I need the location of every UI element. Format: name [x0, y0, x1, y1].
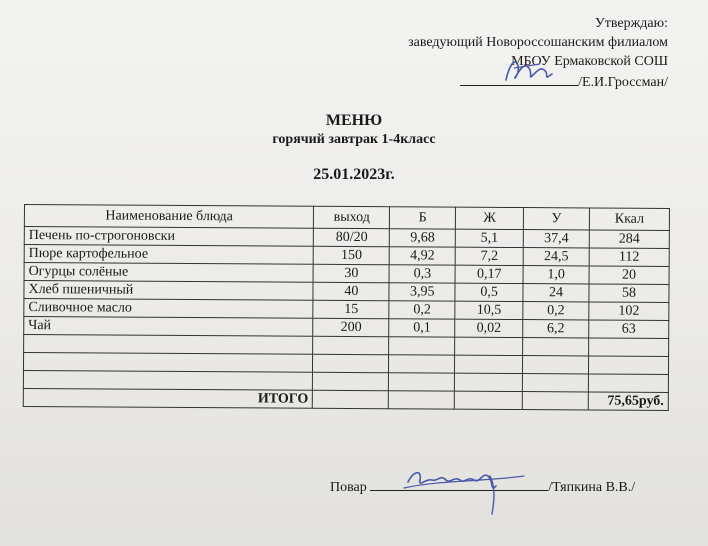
- dish-kcal: 63: [589, 320, 669, 338]
- dish-protein: 0,1: [389, 319, 455, 337]
- dish-fat: 0,02: [455, 319, 523, 337]
- dish-kcal: 20: [589, 266, 669, 284]
- director-signature-blank: [460, 71, 578, 86]
- cook-label: Повар: [330, 480, 367, 495]
- header-carbs: У: [523, 208, 589, 230]
- dish-carbs: 1,0: [523, 266, 589, 284]
- header-dish-name: Наименование блюда: [24, 205, 314, 229]
- header-kcal: Ккал: [589, 208, 669, 230]
- dish-fat: 10,5: [455, 301, 523, 319]
- dish-portion: 200: [313, 318, 389, 336]
- menu-table: [23, 204, 670, 411]
- dish-name: Сливочное масло: [24, 299, 314, 319]
- dish-protein: 4,92: [389, 247, 455, 265]
- dish-name: Пюре картофельное: [24, 245, 314, 265]
- dish-portion: 15: [313, 300, 389, 318]
- dish-fat: 5,1: [455, 229, 523, 247]
- dish-portion: 30: [313, 264, 389, 282]
- dish-carbs: 24,5: [523, 248, 589, 266]
- cook-name: /Тяпкина В.В./: [548, 480, 636, 495]
- dish-kcal: 58: [589, 284, 669, 302]
- approval-title: Утверждаю:: [594, 16, 668, 31]
- dish-name: Хлеб пшеничный: [24, 281, 314, 301]
- menu-date: 25.01.2023г.: [313, 166, 395, 183]
- total-value: 75,65руб.: [588, 392, 668, 410]
- dish-fat: 7,2: [455, 247, 523, 265]
- dish-protein: 3,95: [389, 283, 455, 301]
- approval-signature-line: [408, 71, 668, 92]
- approval-block: [408, 14, 668, 92]
- dish-protein: 9,68: [390, 229, 456, 247]
- dish-carbs: 6,2: [523, 320, 589, 338]
- dish-portion: 40: [313, 282, 389, 300]
- page-title: МЕНЮ: [325, 112, 383, 129]
- dish-kcal: 284: [589, 230, 669, 248]
- dish-carbs: 24: [523, 284, 589, 302]
- dish-fat: 0,5: [455, 283, 523, 301]
- dish-carbs: 0,2: [523, 302, 589, 320]
- header-protein: Б: [390, 207, 456, 229]
- dish-fat: 0,17: [455, 265, 523, 283]
- dish-name: Печень по-строгоновски: [24, 227, 314, 247]
- dish-protein: 0,2: [389, 301, 455, 319]
- total-row: [23, 388, 668, 410]
- dish-name: Огурцы солёные: [24, 263, 314, 283]
- dish-portion: 150: [314, 246, 390, 264]
- dish-protein: 0,3: [389, 265, 455, 283]
- page-subtitle: горячий завтрак 1-4класс: [272, 132, 436, 147]
- approval-position: заведующий Новороссошанским филиалом: [408, 35, 668, 50]
- dish-kcal: 112: [589, 248, 669, 266]
- header-portion: выход: [314, 206, 390, 228]
- dish-carbs: 37,4: [523, 230, 589, 248]
- dish-kcal: 102: [589, 302, 669, 320]
- header-fat: Ж: [456, 207, 524, 229]
- dish-name: Чай: [24, 317, 314, 337]
- dish-portion: 80/20: [314, 228, 390, 246]
- total-label: ИТОГО: [23, 388, 313, 408]
- director-name: /Е.И.Гроссман/: [578, 75, 668, 90]
- cook-signature-blank: [370, 476, 548, 491]
- approval-organization: МБОУ Ермаковской СОШ: [511, 54, 668, 69]
- cook-signature-block: [330, 476, 635, 496]
